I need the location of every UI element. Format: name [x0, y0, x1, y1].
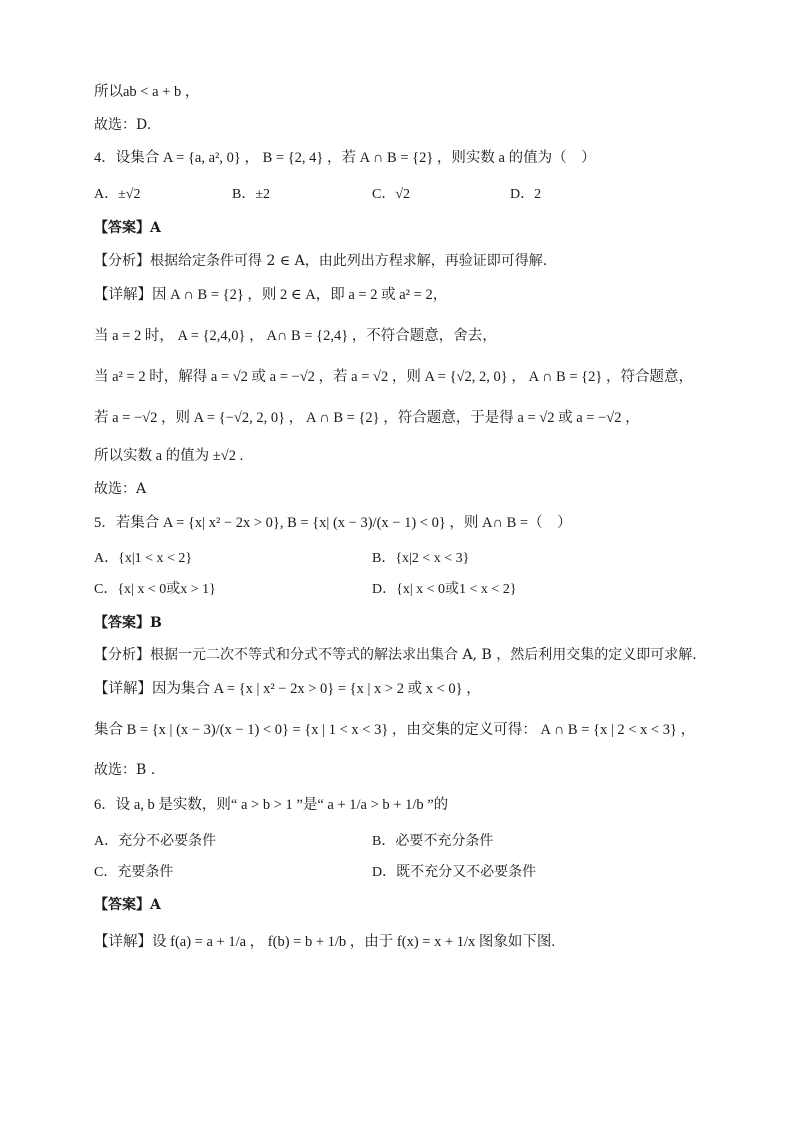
q4-option-b: B．±2 — [232, 187, 271, 202]
question-4-stem: 4．设集合 A = {a, a², 0} ， B = {2, 4} ，若 A ∩ B = {2} ，则实数 a 的值为（ ） — [94, 150, 596, 166]
q4-option-a: A．±√2 — [94, 187, 141, 202]
q4-detail: 所以实数 a 的值为 ±√2 . — [94, 448, 244, 464]
q5-answer: 【答案】B — [94, 615, 162, 631]
q5-detail: 【详解】因为集合 A = {x | x² − 2x > 0} = {x | x > 2 或 x < 0} ， — [94, 681, 481, 697]
q4-answer: 【答案】A — [94, 220, 161, 236]
q6-answer: 【答案】A — [94, 897, 161, 913]
q5-option-d: D．{x| x < 0或1 < x < 2} — [372, 582, 517, 597]
q5-option-a: A．{x|1 < x < 2} — [94, 551, 193, 566]
text-line: 故选：D. — [94, 117, 152, 133]
text-line: 故选：B . — [94, 762, 156, 778]
q4-detail: 当 a² = 2 时，解得 a = √2 或 a = −√2 ，若 a = √2 ，则 A = {√2, 2, 0} ， A ∩ B = {2} ，符合题意， — [94, 369, 693, 385]
q6-option-a: A．充分不必要条件 — [94, 834, 217, 849]
q4-analysis: 【分析】根据给定条件可得 2 ∈ A，由此列出方程求解，再验证即可得解. — [94, 253, 548, 269]
q5-option-b: B．{x|2 < x < 3} — [372, 551, 470, 566]
q6-option-b: B．必要不充分条件 — [372, 834, 494, 849]
question-6-stem: 6．设 a, b 是实数，则“ a > b > 1 ”是“ a + 1/a > b + 1/b ”的 — [94, 797, 449, 813]
q6-option-d: D．既不充分又不必要条件 — [372, 865, 537, 880]
text-line: 所以ab < a + b ， — [94, 84, 200, 100]
q4-detail: 当 a = 2 时， A = {2,4,0} ， A∩ B = {2,4} ，不符合题意，舍去， — [94, 328, 497, 344]
q5-option-c: C．{x| x < 0或x > 1} — [94, 582, 216, 597]
q6-detail: 【详解】设 f(a) = a + 1/a ， f(b) = b + 1/b ，由于 f(x) = x + 1/x 图象如下图. — [94, 934, 556, 950]
q4-detail: 【详解】因 A ∩ B = {2} ，则 2 ∈ A，即 a = 2 或 a² = 2， — [94, 287, 448, 303]
q4-option-d: D．2 — [510, 187, 542, 202]
q5-analysis: 【分析】根据一元二次不等式和分式不等式的解法求出集合 A, B ，然后利用交集的定义即可求解. — [94, 647, 697, 663]
q4-option-c: C．√2 — [372, 187, 411, 202]
text-line: 故选：A — [94, 481, 147, 497]
question-5-stem: 5．若集合 A = {x| x² − 2x > 0}, B = {x| (x − 3)/(x − 1) < 0} ，则 A∩ B =（ ） — [94, 515, 572, 531]
q5-detail: 集合 B = {x | (x − 3)/(x − 1) < 0} = {x | 1 < x < 3} ，由交集的定义可得： A ∩ B = {x | 2 < x < 3} ， — [94, 722, 696, 738]
q6-option-c: C．充要条件 — [94, 865, 174, 880]
q4-detail: 若 a = −√2 ，则 A = {−√2, 2, 0} ， A ∩ B = {2} ，符合题意，于是得 a = √2 或 a = −√2 ， — [94, 410, 640, 426]
